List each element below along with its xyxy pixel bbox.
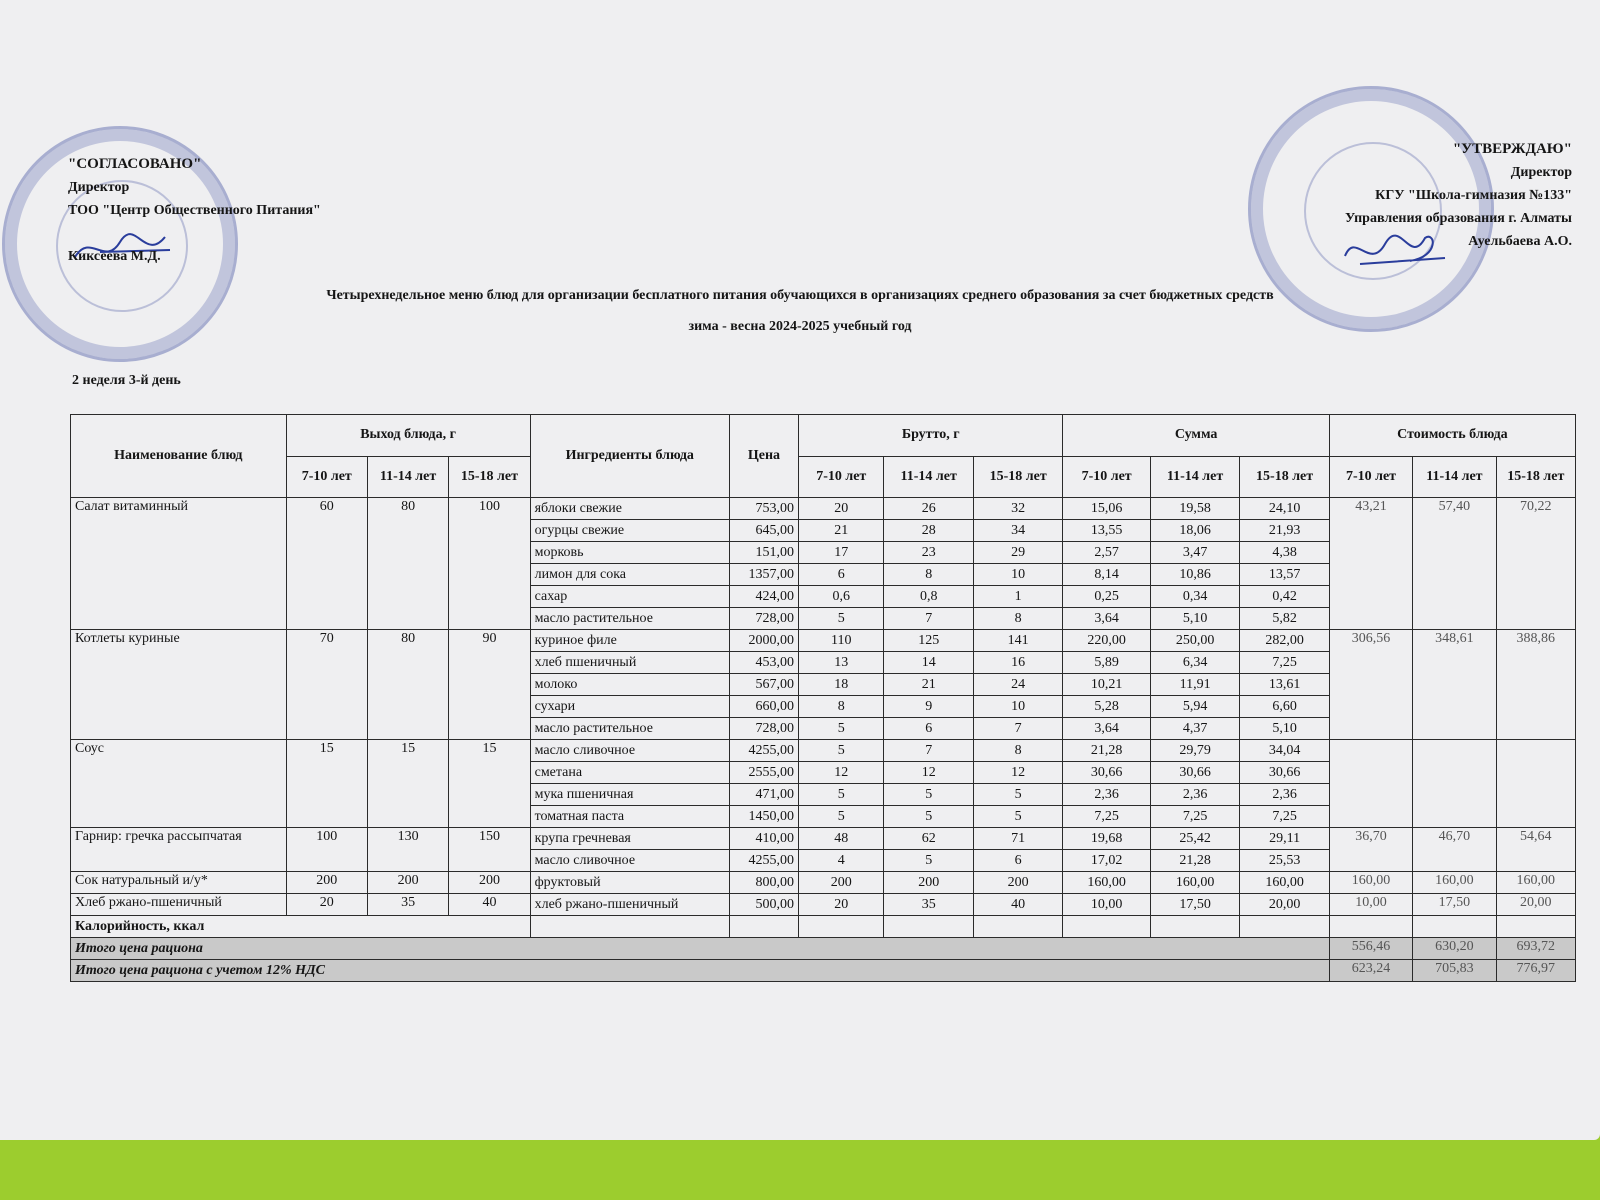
calorie-cell xyxy=(884,916,973,938)
ingredient-sum: 2,36 xyxy=(1063,784,1150,806)
ingredient-sum: 19,58 xyxy=(1150,498,1239,520)
calorie-cell xyxy=(1496,916,1575,938)
ingredient-sum: 21,93 xyxy=(1240,520,1329,542)
ingredient-name: масло сливочное xyxy=(530,850,729,872)
dish-cost: 17,50 xyxy=(1413,894,1496,916)
total-value: 693,72 xyxy=(1496,938,1575,960)
dish-cost: 57,40 xyxy=(1413,498,1496,630)
dish-cost: 36,70 xyxy=(1329,828,1412,872)
ingredient-price: 151,00 xyxy=(729,542,798,564)
ingredient-gross: 12 xyxy=(973,762,1062,784)
ingredient-price: 753,00 xyxy=(729,498,798,520)
header-cost-age2: 11-14 лет xyxy=(1413,456,1496,498)
ingredient-gross: 13 xyxy=(799,652,884,674)
ingredient-row xyxy=(71,894,1576,916)
header-ingredients: Ингредиенты блюда xyxy=(530,415,729,498)
ingredient-sum: 220,00 xyxy=(1063,630,1150,652)
ingredient-gross: 5 xyxy=(799,718,884,740)
ingredient-price: 410,00 xyxy=(729,828,798,850)
ingredient-name: мука пшеничная xyxy=(530,784,729,806)
ingredient-gross: 5 xyxy=(884,784,973,806)
dish-cost: 46,70 xyxy=(1413,828,1496,872)
ingredient-gross: 8 xyxy=(884,564,973,586)
ingredient-sum: 15,06 xyxy=(1063,498,1150,520)
ingredient-price: 424,00 xyxy=(729,586,798,608)
ingredient-row xyxy=(71,872,1576,894)
ingredient-price: 4255,00 xyxy=(729,850,798,872)
dish-name: Котлеты куриные xyxy=(71,630,287,740)
ingredient-sum: 250,00 xyxy=(1150,630,1239,652)
ingredient-name: сахар xyxy=(530,586,729,608)
ingredient-gross: 21 xyxy=(799,520,884,542)
total-vat-row xyxy=(71,960,1576,982)
ingredient-price: 1450,00 xyxy=(729,806,798,828)
ingredient-gross: 32 xyxy=(973,498,1062,520)
ingredient-name: крупа гречневая xyxy=(530,828,729,850)
ingredient-gross: 200 xyxy=(973,872,1062,894)
ingredient-price: 2000,00 xyxy=(729,630,798,652)
ingredient-gross: 62 xyxy=(884,828,973,850)
ingredient-gross: 28 xyxy=(884,520,973,542)
dish-output: 150 xyxy=(449,828,530,872)
ingredient-sum: 160,00 xyxy=(1063,872,1150,894)
ingredient-gross: 12 xyxy=(884,762,973,784)
dish-output: 130 xyxy=(367,828,448,872)
dish-output: 35 xyxy=(367,894,448,916)
ingredient-price: 567,00 xyxy=(729,674,798,696)
ingredient-sum: 25,42 xyxy=(1150,828,1239,850)
ingredient-gross: 10 xyxy=(973,696,1062,718)
header-gross-age3: 15-18 лет xyxy=(973,456,1062,498)
ingredient-name: хлеб пшеничный xyxy=(530,652,729,674)
ingredient-sum: 282,00 xyxy=(1240,630,1329,652)
dish-output: 200 xyxy=(367,872,448,894)
ingredient-name: хлеб ржано-пшеничный xyxy=(530,894,729,916)
dish-output: 60 xyxy=(286,498,367,630)
header-row-1 xyxy=(71,415,1576,457)
ingredient-price: 1357,00 xyxy=(729,564,798,586)
ingredient-sum: 5,10 xyxy=(1150,608,1239,630)
ingredient-sum: 7,25 xyxy=(1150,806,1239,828)
calorie-label: Калорийность, ккал xyxy=(71,916,531,938)
dish-name: Сок натуральный и/у* xyxy=(71,872,287,894)
ingredient-price: 728,00 xyxy=(729,608,798,630)
ingredient-sum: 18,06 xyxy=(1150,520,1239,542)
left-approval-block xyxy=(68,153,321,268)
ingredient-gross: 8 xyxy=(799,696,884,718)
ingredient-gross: 6 xyxy=(799,564,884,586)
calorie-cell xyxy=(973,916,1062,938)
ingredient-sum: 4,38 xyxy=(1240,542,1329,564)
header-sum: Сумма xyxy=(1063,415,1329,457)
ingredient-gross: 0,6 xyxy=(799,586,884,608)
week-label: 2 неделя 3-й день xyxy=(72,373,181,388)
ingredient-price: 2555,00 xyxy=(729,762,798,784)
calorie-cell xyxy=(530,916,729,938)
ingredient-sum: 25,53 xyxy=(1240,850,1329,872)
ingredient-gross: 1 xyxy=(973,586,1062,608)
dish-cost: 10,00 xyxy=(1329,894,1412,916)
right-header-title: "УТВЕРЖДАЮ" xyxy=(1452,141,1572,157)
ingredient-name: сметана xyxy=(530,762,729,784)
header-name: Наименование блюд xyxy=(71,415,287,498)
ingredient-sum: 0,25 xyxy=(1063,586,1150,608)
ingredient-name: огурцы свежие xyxy=(530,520,729,542)
ingredient-sum: 13,55 xyxy=(1063,520,1150,542)
total-value: 630,20 xyxy=(1413,938,1496,960)
dish-cost xyxy=(1329,740,1412,828)
header-row-2 xyxy=(71,456,1576,498)
ingredient-price: 471,00 xyxy=(729,784,798,806)
ingredient-sum: 11,91 xyxy=(1150,674,1239,696)
dish-output: 15 xyxy=(286,740,367,828)
ingredient-sum: 17,02 xyxy=(1063,850,1150,872)
dish-output: 200 xyxy=(286,872,367,894)
header-out-age2: 11-14 лет xyxy=(367,456,448,498)
ingredient-gross: 29 xyxy=(973,542,1062,564)
ingredient-sum: 10,21 xyxy=(1063,674,1150,696)
ingredient-gross: 18 xyxy=(799,674,884,696)
ingredient-gross: 5 xyxy=(973,784,1062,806)
ingredient-gross: 16 xyxy=(973,652,1062,674)
ingredient-row xyxy=(71,740,1576,762)
ingredient-sum: 5,28 xyxy=(1063,696,1150,718)
header-sum-age3: 15-18 лет xyxy=(1240,456,1329,498)
dish-output: 100 xyxy=(449,498,530,630)
ingredient-sum: 0,34 xyxy=(1150,586,1239,608)
ingredient-sum: 5,82 xyxy=(1240,608,1329,630)
calorie-cell xyxy=(1413,916,1496,938)
ingredient-price: 645,00 xyxy=(729,520,798,542)
right-header-position: Директор xyxy=(1510,165,1572,180)
ingredient-sum: 5,94 xyxy=(1150,696,1239,718)
header-gross-age2: 11-14 лет xyxy=(884,456,973,498)
ingredient-gross: 6 xyxy=(973,850,1062,872)
dish-output: 80 xyxy=(367,498,448,630)
ingredient-sum: 17,50 xyxy=(1150,894,1239,916)
ingredient-gross: 5 xyxy=(799,784,884,806)
ingredient-gross: 141 xyxy=(973,630,1062,652)
ingredient-gross: 34 xyxy=(973,520,1062,542)
ingredient-gross: 26 xyxy=(884,498,973,520)
ingredient-sum: 160,00 xyxy=(1240,872,1329,894)
ingredient-price: 4255,00 xyxy=(729,740,798,762)
ingredient-sum: 30,66 xyxy=(1150,762,1239,784)
ingredient-gross: 48 xyxy=(799,828,884,850)
ingredient-sum: 3,64 xyxy=(1063,608,1150,630)
calorie-cell xyxy=(1063,916,1150,938)
dish-name: Салат витаминный xyxy=(71,498,287,630)
ingredient-name: масло растительное xyxy=(530,718,729,740)
dish-cost: 160,00 xyxy=(1496,872,1575,894)
dish-cost: 388,86 xyxy=(1496,630,1575,740)
ingredient-sum: 21,28 xyxy=(1150,850,1239,872)
ingredient-gross: 5 xyxy=(884,806,973,828)
ingredient-sum: 20,00 xyxy=(1240,894,1329,916)
ingredient-gross: 14 xyxy=(884,652,973,674)
header-cost-age1: 7-10 лет xyxy=(1329,456,1412,498)
ingredient-gross: 5 xyxy=(799,740,884,762)
total-label: Итого цена рациона xyxy=(71,938,1330,960)
ingredient-gross: 7 xyxy=(973,718,1062,740)
ingredient-gross: 4 xyxy=(799,850,884,872)
ingredient-gross: 24 xyxy=(973,674,1062,696)
ingredient-gross: 5 xyxy=(973,806,1062,828)
dish-output: 90 xyxy=(449,630,530,740)
ingredient-sum: 13,61 xyxy=(1240,674,1329,696)
ingredient-sum: 30,66 xyxy=(1063,762,1150,784)
total-vat-value: 623,24 xyxy=(1329,960,1412,982)
dish-output: 15 xyxy=(449,740,530,828)
ingredient-sum: 6,34 xyxy=(1150,652,1239,674)
right-header-department: Управления образования г. Алматы xyxy=(1344,211,1572,226)
header-cost-age3: 15-18 лет xyxy=(1496,456,1575,498)
header-gross-age1: 7-10 лет xyxy=(799,456,884,498)
ingredient-gross: 12 xyxy=(799,762,884,784)
ingredient-gross: 7 xyxy=(884,740,973,762)
left-header-name: Киксеева М.Д. xyxy=(68,249,161,264)
ingredient-gross: 200 xyxy=(884,872,973,894)
dish-cost: 70,22 xyxy=(1496,498,1575,630)
calorie-row xyxy=(71,916,1576,938)
ingredient-sum: 7,25 xyxy=(1063,806,1150,828)
ingredient-gross: 71 xyxy=(973,828,1062,850)
header-sum-age1: 7-10 лет xyxy=(1063,456,1150,498)
ingredient-gross: 7 xyxy=(884,608,973,630)
ingredient-gross: 35 xyxy=(884,894,973,916)
dish-output: 20 xyxy=(286,894,367,916)
dish-output: 15 xyxy=(367,740,448,828)
dish-cost: 306,56 xyxy=(1329,630,1412,740)
header-sum-age2: 11-14 лет xyxy=(1150,456,1239,498)
ingredient-sum: 30,66 xyxy=(1240,762,1329,784)
calorie-cell xyxy=(799,916,884,938)
dish-cost: 348,61 xyxy=(1413,630,1496,740)
ingredient-name: сухари xyxy=(530,696,729,718)
ingredient-row xyxy=(71,630,1576,652)
ingredient-name: морковь xyxy=(530,542,729,564)
ingredient-name: куриное филе xyxy=(530,630,729,652)
header-gross: Брутто, г xyxy=(799,415,1063,457)
ingredient-gross: 0,8 xyxy=(884,586,973,608)
ingredient-price: 500,00 xyxy=(729,894,798,916)
ingredient-sum: 6,60 xyxy=(1240,696,1329,718)
header-cost: Стоимость блюда xyxy=(1329,415,1575,457)
dish-cost: 20,00 xyxy=(1496,894,1575,916)
ingredient-row xyxy=(71,828,1576,850)
ingredient-price: 728,00 xyxy=(729,718,798,740)
total-vat-value: 776,97 xyxy=(1496,960,1575,982)
dish-cost: 160,00 xyxy=(1329,872,1412,894)
header-out-age3: 15-18 лет xyxy=(449,456,530,498)
ingredient-gross: 40 xyxy=(973,894,1062,916)
ingredient-sum: 29,11 xyxy=(1240,828,1329,850)
ingredient-name: молоко xyxy=(530,674,729,696)
ingredient-price: 800,00 xyxy=(729,872,798,894)
ingredient-sum: 19,68 xyxy=(1063,828,1150,850)
ingredient-gross: 8 xyxy=(973,740,1062,762)
ingredient-sum: 7,25 xyxy=(1240,806,1329,828)
calorie-cell xyxy=(1329,916,1412,938)
ingredient-gross: 5 xyxy=(799,806,884,828)
calorie-cell xyxy=(729,916,798,938)
left-header-position: Директор xyxy=(68,180,130,195)
ingredient-name: томатная паста xyxy=(530,806,729,828)
dish-output: 200 xyxy=(449,872,530,894)
ingredient-name: масло растительное xyxy=(530,608,729,630)
left-header-title: "СОГЛАСОВАНО" xyxy=(68,156,202,172)
ingredient-sum: 7,25 xyxy=(1240,652,1329,674)
right-header-organization: КГУ "Школа-гимназия №133" xyxy=(1375,188,1572,203)
ingredient-sum: 34,04 xyxy=(1240,740,1329,762)
ingredient-price: 660,00 xyxy=(729,696,798,718)
ingredient-sum: 8,14 xyxy=(1063,564,1150,586)
ingredient-sum: 0,42 xyxy=(1240,586,1329,608)
left-header-organization: ТОО "Центр Общественного Питания" xyxy=(68,203,321,218)
dish-cost: 54,64 xyxy=(1496,828,1575,872)
ingredient-gross: 23 xyxy=(884,542,973,564)
ingredient-sum: 24,10 xyxy=(1240,498,1329,520)
ingredient-sum: 2,36 xyxy=(1240,784,1329,806)
header-output: Выход блюда, г xyxy=(286,415,530,457)
document-subtitle: зима - весна 2024-2025 учебный год xyxy=(688,319,912,334)
ingredient-gross: 110 xyxy=(799,630,884,652)
ingredient-sum: 29,79 xyxy=(1150,740,1239,762)
total-value: 556,46 xyxy=(1329,938,1412,960)
dish-cost xyxy=(1413,740,1496,828)
menu-body xyxy=(71,498,1576,982)
dish-output: 70 xyxy=(286,630,367,740)
header-out-age1: 7-10 лет xyxy=(286,456,367,498)
calorie-cell xyxy=(1150,916,1239,938)
ingredient-sum: 5,10 xyxy=(1240,718,1329,740)
dish-output: 100 xyxy=(286,828,367,872)
ingredient-name: яблоки свежие xyxy=(530,498,729,520)
ingredient-gross: 125 xyxy=(884,630,973,652)
ingredient-sum: 10,86 xyxy=(1150,564,1239,586)
dish-output: 40 xyxy=(449,894,530,916)
ingredient-name: фруктовый xyxy=(530,872,729,894)
ingredient-row xyxy=(71,498,1576,520)
ingredient-sum: 13,57 xyxy=(1240,564,1329,586)
right-approval-block xyxy=(1345,138,1572,253)
menu-table xyxy=(70,414,1576,982)
dish-name: Соус xyxy=(71,740,287,828)
ingredient-price: 453,00 xyxy=(729,652,798,674)
document-title: Четырехнедельное меню блюд для организации бесплатного питания обучающихся в организациях среднего образования за счет бюджетных средств xyxy=(326,288,1274,303)
ingredient-sum: 2,57 xyxy=(1063,542,1150,564)
dish-name: Хлеб ржано-пшеничный xyxy=(71,894,287,916)
ingredient-gross: 20 xyxy=(799,894,884,916)
ingredient-gross: 20 xyxy=(799,498,884,520)
total-vat-label: Итого цена рациона с учетом 12% НДС xyxy=(71,960,1330,982)
ingredient-sum: 160,00 xyxy=(1150,872,1239,894)
dish-cost: 43,21 xyxy=(1329,498,1412,630)
ingredient-gross: 6 xyxy=(884,718,973,740)
ingredient-sum: 21,28 xyxy=(1063,740,1150,762)
right-header-name: Ауельбаева А.О. xyxy=(1468,234,1572,249)
header-price: Цена xyxy=(729,415,798,498)
ingredient-gross: 5 xyxy=(884,850,973,872)
ingredient-gross: 200 xyxy=(799,872,884,894)
dish-output: 80 xyxy=(367,630,448,740)
ingredient-gross: 9 xyxy=(884,696,973,718)
ingredient-gross: 10 xyxy=(973,564,1062,586)
dish-name: Гарнир: гречка рассыпчатая xyxy=(71,828,287,872)
dish-cost: 160,00 xyxy=(1413,872,1496,894)
ingredient-name: лимон для сока xyxy=(530,564,729,586)
ingredient-sum: 3,47 xyxy=(1150,542,1239,564)
ingredient-gross: 8 xyxy=(973,608,1062,630)
dish-cost xyxy=(1496,740,1575,828)
ingredient-sum: 3,64 xyxy=(1063,718,1150,740)
ingredient-name: масло сливочное xyxy=(530,740,729,762)
total-row xyxy=(71,938,1576,960)
ingredient-sum: 2,36 xyxy=(1150,784,1239,806)
ingredient-gross: 17 xyxy=(799,542,884,564)
calorie-cell xyxy=(1240,916,1329,938)
ingredient-gross: 5 xyxy=(799,608,884,630)
ingredient-sum: 5,89 xyxy=(1063,652,1150,674)
ingredient-sum: 10,00 xyxy=(1063,894,1150,916)
total-vat-value: 705,83 xyxy=(1413,960,1496,982)
ingredient-sum: 4,37 xyxy=(1150,718,1239,740)
ingredient-gross: 21 xyxy=(884,674,973,696)
